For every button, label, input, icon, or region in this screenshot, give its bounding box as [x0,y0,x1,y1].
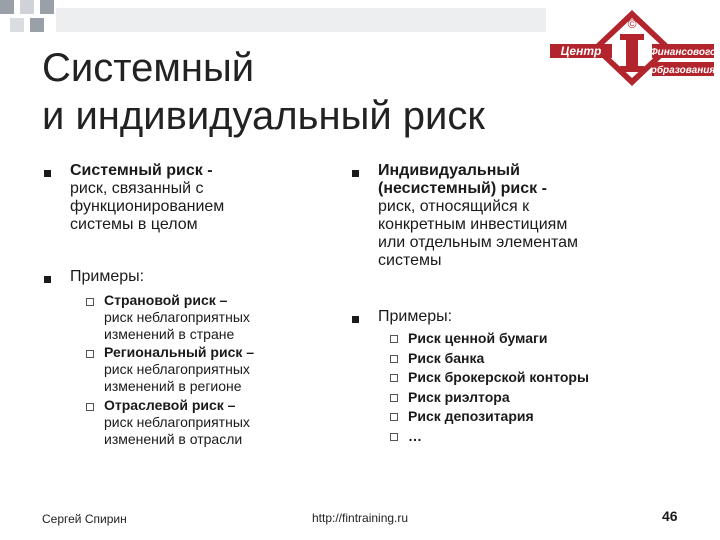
list-item: … [390,428,589,448]
right-term: Индивидуальный [378,162,520,179]
title-line-2: и индивидуальный риск [42,94,485,138]
bullet-icon [352,316,359,323]
footer-author: Сергей Спирин [42,512,127,526]
left-example-item [104,397,250,448]
right-examples-list [390,330,589,447]
right-definition-line: системы [378,252,442,269]
title-line-1: Системный [42,46,255,90]
checkbox-bullet-icon [390,413,398,421]
bullet-icon [44,170,51,177]
example-desc: риск неблагоприятных [104,309,250,325]
checkbox-bullet-icon [390,433,398,441]
left-term-block [70,162,224,234]
checkbox-bullet-icon [390,355,398,363]
left-examples-label: Примеры: [70,268,145,285]
bullet-icon [44,276,51,283]
svg-text:Финансового: Финансового [649,47,716,58]
example-term: Отраслевой риск – [104,397,236,413]
right-term: (несистемный) риск - [378,180,547,197]
svg-text:©: © [627,17,637,31]
right-definition-line: или отдельным элементам [378,234,578,251]
left-term: Системный риск - [70,162,213,179]
example-desc: риск неблагоприятных [104,414,250,430]
example-term: Страновой риск – [104,292,228,308]
checkbox-bullet-icon [390,394,398,402]
right-examples-label: Примеры: [378,308,453,325]
checkbox-bullet-icon [86,350,94,358]
svg-text:образования: образования [650,65,716,76]
checkbox-bullet-icon [390,335,398,343]
checkbox-bullet-icon [86,403,94,411]
page-title [42,44,485,140]
page-number: 46 [662,508,678,524]
example-desc: изменений в регионе [104,378,242,394]
footer-url[interactable]: http://fintraining.ru [312,511,409,525]
list-item: Риск депозитария [390,408,589,428]
list-item: Риск ценной бумаги [390,330,589,350]
checkbox-bullet-icon [86,298,94,306]
left-example-item [104,344,254,395]
left-definition-line: риск, связанный с [70,180,204,197]
list-item: Риск брокерской конторы [390,369,589,389]
list-item: Риск риэлтора [390,389,589,409]
right-definition-line: риск, относящийся к [378,198,530,215]
example-desc: изменений в стране [104,326,235,342]
list-item: Риск банка [390,350,589,370]
header-decoration [0,0,560,40]
left-definition-line: функционированием [70,198,225,215]
example-desc: изменений в отрасли [104,431,243,447]
left-example-item [104,292,250,343]
checkbox-bullet-icon [390,374,398,382]
right-definition-line: конкретным инвестициям [378,216,568,233]
left-definition-line: системы в целом [70,216,198,233]
right-term-block [378,162,578,270]
example-desc: риск неблагоприятных [104,361,250,377]
bullet-icon [352,170,359,177]
logo [548,8,716,90]
svg-text:Центр: Центр [560,44,602,58]
example-term: Региональный риск – [104,344,255,360]
